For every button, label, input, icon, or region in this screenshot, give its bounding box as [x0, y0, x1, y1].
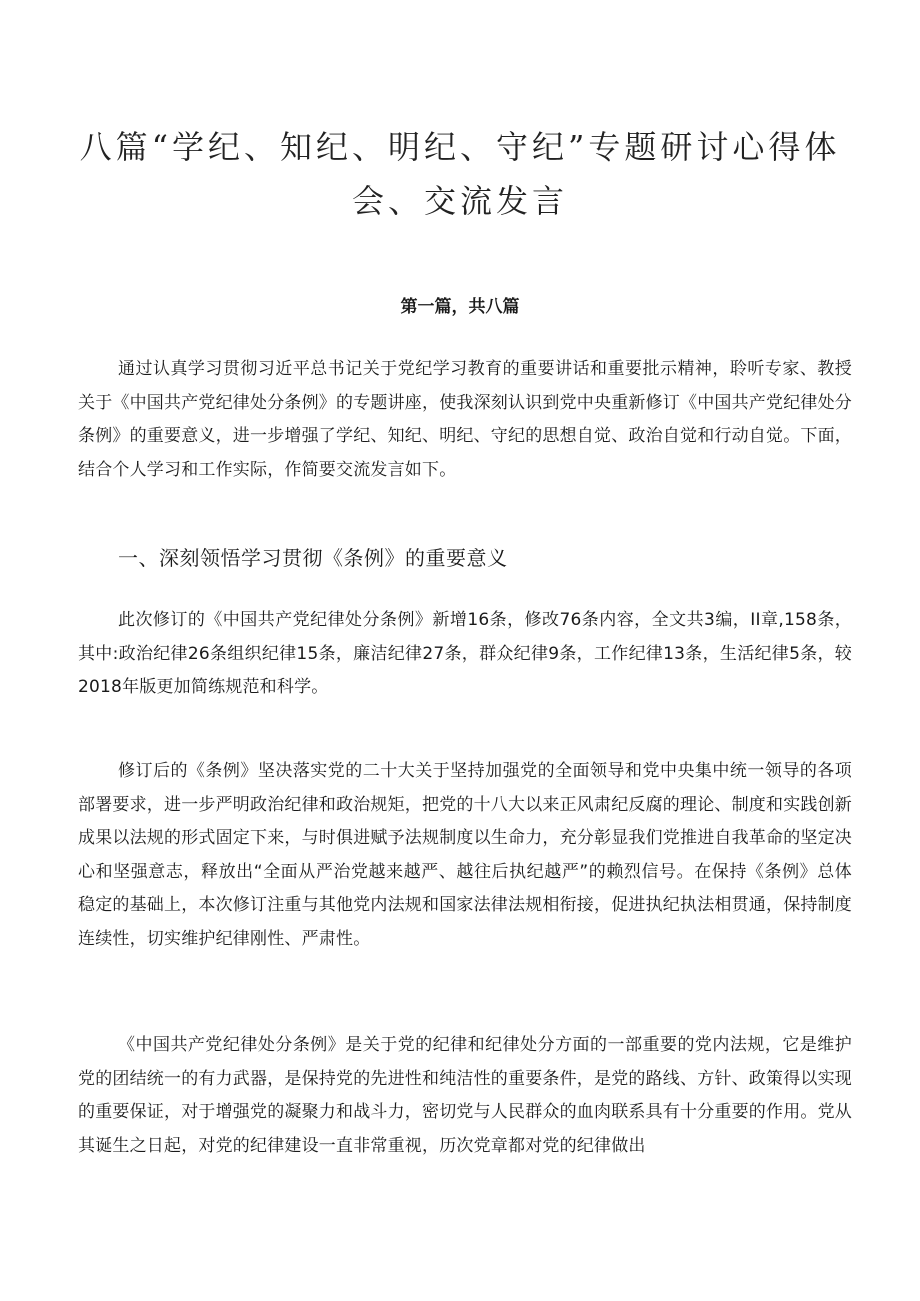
body-paragraph: 《中国共产党纪律处分条例》是关于党的纪律和纪律处分方面的一部重要的党内法规，它是维护党的团结统一的有力武器，是保持党的先进性和纯洁性的重要条件，是党的路线、方针、政策得以实现的重要保证，对于增强党的凝聚力和战斗力，密切党与人民群众的血肉联系具有十分重要的作用。党从其诞生之日起，对党的纪律建设一直非常重视，历次党章都对党的纪律做出 [78, 1035, 852, 1156]
document-title: 八篇“学纪、知纪、明纪、守纪”专题研讨心得体会、交流发言 [79, 128, 841, 220]
body-paragraph: 此次修订的《中国共产党纪律处分条例》新增16条，修改76条内容，全文共3编，II章,158条，其中:政治纪律26条组织纪律15条，廉洁纪律27条，群众纪律9条，工作纪律13条，生活纪律5条，较2018年版更加简练规范和科学。 [78, 610, 852, 697]
section-heading: 一、深刻领悟学习贯彻《条例》的重要意义 [118, 546, 508, 570]
document-subtitle: 第一篇，共八篇 [400, 297, 520, 317]
intro-paragraph: 通过认真学习贯彻习近平总书记关于党纪学习教育的重要讲话和重要批示精神，聆听专家、教授关于《中国共产党纪律处分条例》的专题讲座，使我深刻认识到党中央重新修订《中国共产党纪律处分条例》的重要意义，进一步增强了学纪、知纪、明纪、守纪的思想自觉、政治自觉和行动自觉。下面，结合个人学习和工作实际，作简要交流发言如下。 [78, 359, 852, 480]
body-paragraph: 修订后的《条例》坚决落实党的二十大关于坚持加强党的全面领导和党中央集中统一领导的各项部署要求，进一步严明政治纪律和政治规矩，把党的十八大以来正风肃纪反腐的理论、制度和实践创新成果以法规的形式固定下来，与时俱进赋予法规制度以生命力，充分彰显我们党推进自我革命的坚定决心和坚强意志，释放出“全面从严治党越来越严、越往后执纪越严”的赖烈信号。在保持《条例》总体稳定的基础上，本次修订注重与其他党内法规和国家法律法规相衔接，促进执纪执法相贯通，保持制度连续性，切实维护纪律刚性、严肃性。 [78, 761, 852, 949]
